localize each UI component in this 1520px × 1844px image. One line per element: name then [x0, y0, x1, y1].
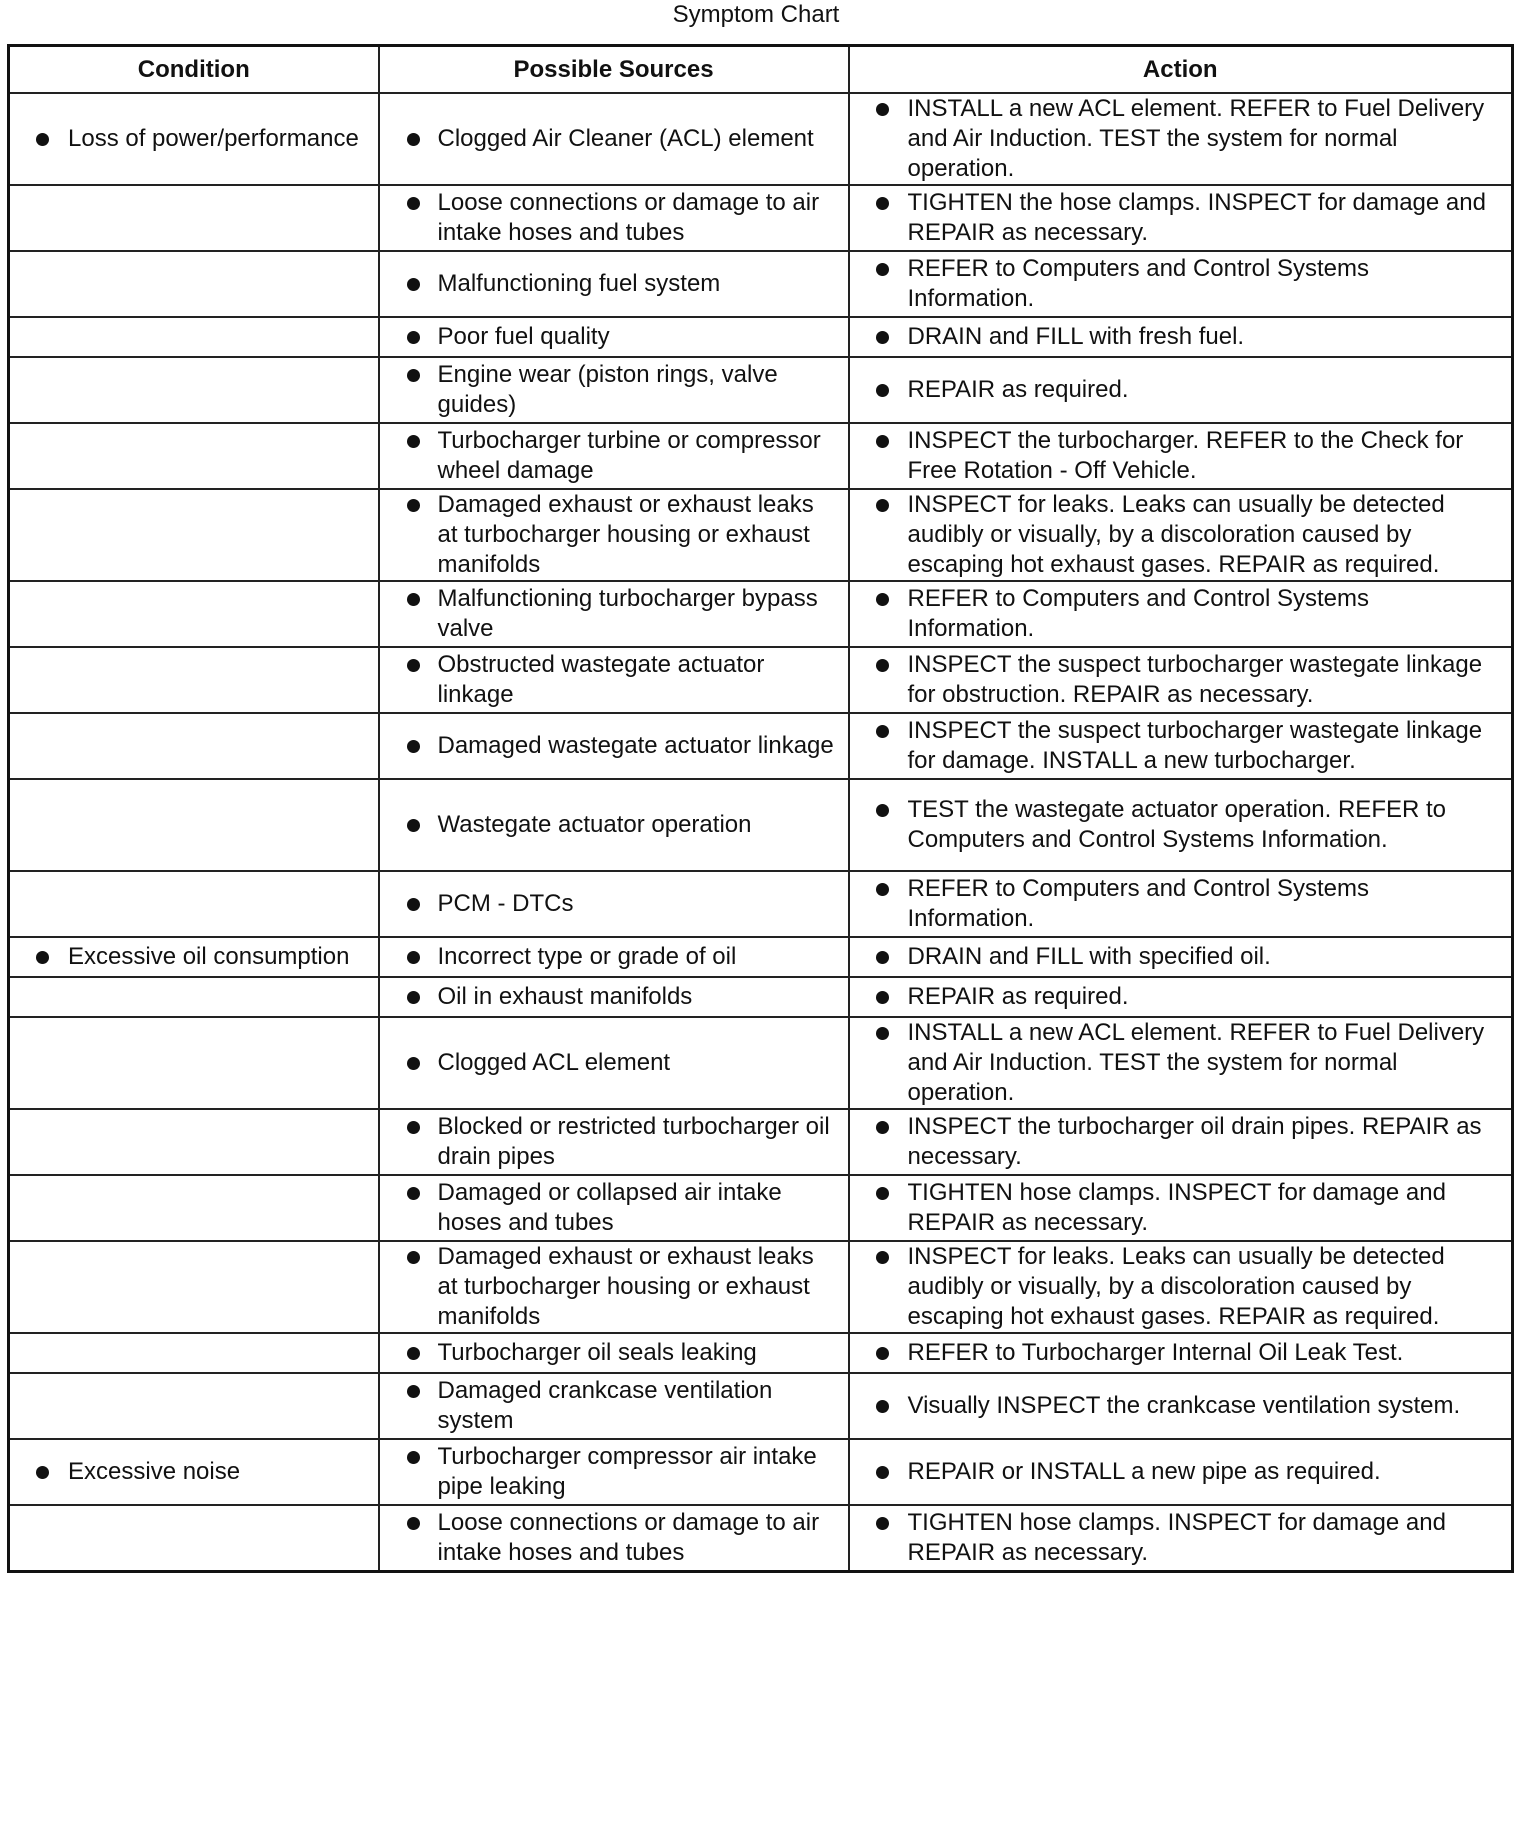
action-cell: [849, 1333, 1513, 1373]
action-cell: [849, 713, 1513, 779]
action-cell: [849, 489, 1513, 581]
table-row: [9, 1175, 1513, 1241]
table-row: [9, 185, 1513, 251]
possible-source-text: Turbocharger turbine or compressor wheel damage: [380, 426, 848, 486]
action-cell: [849, 779, 1513, 871]
action-cell: [849, 423, 1513, 489]
action-text: TIGHTEN the hose clamps. INSPECT for damage and REPAIR as necessary.: [850, 188, 1512, 248]
possible-source-cell: [379, 647, 849, 713]
action-text: INSPECT for leaks. Leaks can usually be detected audibly or visually, by a discoloration caused by escaping hot exhaust gases. REPAIR as required.: [850, 490, 1512, 580]
possible-source-cell: [379, 937, 849, 977]
possible-source-cell: [379, 977, 849, 1017]
action-cell: [849, 1017, 1513, 1109]
action-cell: [849, 1241, 1513, 1333]
possible-source-text: Malfunctioning fuel system: [380, 269, 848, 299]
condition-cell: [9, 489, 379, 581]
possible-source-text: Poor fuel quality: [380, 322, 848, 352]
action-text: INSTALL a new ACL element. REFER to Fuel Delivery and Air Induction. TEST the system for normal operation.: [850, 94, 1512, 184]
possible-source-cell: [379, 1175, 849, 1241]
action-text: REPAIR or INSTALL a new pipe as required.: [850, 1457, 1512, 1487]
table-row: [9, 1333, 1513, 1373]
possible-source-text: Malfunctioning turbocharger bypass valve: [380, 584, 848, 644]
table-row: [9, 423, 1513, 489]
possible-source-text: Damaged exhaust or exhaust leaks at turbocharger housing or exhaust manifolds: [380, 1242, 848, 1332]
table-body: [9, 93, 1513, 1571]
action-text: INSPECT the turbocharger oil drain pipes. REPAIR as necessary.: [850, 1112, 1512, 1172]
table-row: [9, 251, 1513, 317]
condition-cell: [9, 1373, 379, 1439]
action-text: TIGHTEN hose clamps. INSPECT for damage and REPAIR as necessary.: [850, 1178, 1512, 1238]
possible-source-cell: [379, 1109, 849, 1175]
possible-source-text: Damaged or collapsed air intake hoses and tubes: [380, 1178, 848, 1238]
table-row: [9, 581, 1513, 647]
header-action: Action: [849, 46, 1513, 94]
possible-source-text: Damaged crankcase ventilation system: [380, 1376, 848, 1436]
action-cell: [849, 647, 1513, 713]
condition-text: Loss of power/performance: [10, 124, 378, 154]
action-text: INSPECT the suspect turbocharger wastegate linkage for damage. INSTALL a new turbocharger.: [850, 716, 1512, 776]
condition-cell: [9, 1333, 379, 1373]
table-row: [9, 779, 1513, 871]
possible-source-text: Oil in exhaust manifolds: [380, 982, 848, 1012]
action-cell: [849, 185, 1513, 251]
action-cell: [849, 977, 1513, 1017]
possible-source-text: Clogged ACL element: [380, 1048, 848, 1078]
table-row: [9, 357, 1513, 423]
condition-cell: [9, 185, 379, 251]
possible-source-text: Blocked or restricted turbocharger oil drain pipes: [380, 1112, 848, 1172]
action-cell: [849, 1175, 1513, 1241]
possible-source-cell: [379, 185, 849, 251]
header-row: [9, 46, 1513, 94]
possible-source-text: Damaged wastegate actuator linkage: [380, 731, 848, 761]
condition-cell: [9, 317, 379, 357]
action-cell: [849, 1373, 1513, 1439]
condition-cell: [9, 357, 379, 423]
condition-cell: [9, 713, 379, 779]
action-text: REFER to Computers and Control Systems Information.: [850, 254, 1512, 314]
possible-source-cell: [379, 317, 849, 357]
possible-source-text: Loose connections or damage to air intake hoses and tubes: [380, 1508, 848, 1568]
action-text: DRAIN and FILL with fresh fuel.: [850, 322, 1512, 352]
condition-cell: [9, 1505, 379, 1571]
condition-cell: [9, 1175, 379, 1241]
action-text: DRAIN and FILL with specified oil.: [850, 942, 1512, 972]
action-text: REFER to Turbocharger Internal Oil Leak Test.: [850, 1338, 1512, 1368]
action-cell: [849, 93, 1513, 185]
table-row: [9, 1017, 1513, 1109]
possible-source-cell: [379, 713, 849, 779]
possible-source-text: Obstructed wastegate actuator linkage: [380, 650, 848, 710]
possible-source-cell: [379, 357, 849, 423]
table-row: [9, 1241, 1513, 1333]
condition-cell: [9, 1241, 379, 1333]
condition-cell: [9, 1109, 379, 1175]
action-text: Visually INSPECT the crankcase ventilation system.: [850, 1391, 1512, 1421]
action-text: REFER to Computers and Control Systems Information.: [850, 874, 1512, 934]
condition-cell: [9, 977, 379, 1017]
possible-source-cell: [379, 1017, 849, 1109]
table-row: [9, 1505, 1513, 1571]
table-row: [9, 1439, 1513, 1505]
condition-cell: [9, 251, 379, 317]
possible-source-cell: [379, 1333, 849, 1373]
possible-source-cell: [379, 251, 849, 317]
action-text: INSPECT the suspect turbocharger wastegate linkage for obstruction. REPAIR as necessary.: [850, 650, 1512, 710]
action-text: REPAIR as required.: [850, 375, 1512, 405]
condition-cell: [9, 93, 379, 185]
action-cell: [849, 1439, 1513, 1505]
condition-cell: [9, 423, 379, 489]
possible-source-cell: [379, 1439, 849, 1505]
possible-source-text: Clogged Air Cleaner (ACL) element: [380, 124, 848, 154]
possible-source-text: Wastegate actuator operation: [380, 810, 848, 840]
action-cell: [849, 251, 1513, 317]
action-cell: [849, 357, 1513, 423]
table-row: [9, 1373, 1513, 1439]
chart-title: Symptom Chart: [672, 1, 840, 28]
condition-cell: [9, 1017, 379, 1109]
possible-source-cell: [379, 93, 849, 185]
possible-source-cell: [379, 489, 849, 581]
condition-cell: [9, 581, 379, 647]
condition-text: Excessive oil consumption: [10, 942, 378, 972]
possible-source-text: Engine wear (piston rings, valve guides): [380, 360, 848, 420]
action-text: INSPECT for leaks. Leaks can usually be detected audibly or visually, by a discoloration caused by escaping hot exhaust gases. REPAIR as required.: [850, 1242, 1512, 1332]
table-row: [9, 871, 1513, 937]
table-row: [9, 489, 1513, 581]
possible-source-cell: [379, 779, 849, 871]
possible-source-text: Incorrect type or grade of oil: [380, 942, 848, 972]
table-row: [9, 647, 1513, 713]
condition-cell: [9, 779, 379, 871]
condition-cell: [9, 871, 379, 937]
action-text: INSTALL a new ACL element. REFER to Fuel Delivery and Air Induction. TEST the system for normal operation.: [850, 1018, 1512, 1108]
action-text: INSPECT the turbocharger. REFER to the Check for Free Rotation - Off Vehicle.: [850, 426, 1512, 486]
table-row: [9, 977, 1513, 1017]
possible-source-text: Loose connections or damage to air intake hoses and tubes: [380, 188, 848, 248]
action-cell: [849, 1505, 1513, 1571]
possible-source-text: PCM - DTCs: [380, 889, 848, 919]
possible-source-cell: [379, 1241, 849, 1333]
action-cell: [849, 317, 1513, 357]
possible-source-text: Turbocharger compressor air intake pipe leaking: [380, 1442, 848, 1502]
action-text: REFER to Computers and Control Systems Information.: [850, 584, 1512, 644]
header-condition: Condition: [9, 46, 379, 94]
action-text: TIGHTEN hose clamps. INSPECT for damage and REPAIR as necessary.: [850, 1508, 1512, 1568]
condition-cell: [9, 937, 379, 977]
action-cell: [849, 937, 1513, 977]
possible-source-cell: [379, 581, 849, 647]
possible-source-cell: [379, 1505, 849, 1571]
table-row: [9, 713, 1513, 779]
possible-source-cell: [379, 1373, 849, 1439]
condition-cell: [9, 1439, 379, 1505]
possible-source-cell: [379, 871, 849, 937]
possible-source-text: Turbocharger oil seals leaking: [380, 1338, 848, 1368]
action-cell: [849, 581, 1513, 647]
table-row: [9, 1109, 1513, 1175]
header-possible-sources: Possible Sources: [379, 46, 849, 94]
symptom-table: [7, 44, 1514, 1573]
table-row: [9, 317, 1513, 357]
condition-text: Excessive noise: [10, 1457, 378, 1487]
possible-source-cell: [379, 423, 849, 489]
action-text: TEST the wastegate actuator operation. REFER to Computers and Control Systems Information.: [850, 795, 1512, 855]
condition-cell: [9, 647, 379, 713]
action-text: REPAIR as required.: [850, 982, 1512, 1012]
table-row: [9, 93, 1513, 185]
action-cell: [849, 871, 1513, 937]
action-cell: [849, 1109, 1513, 1175]
table-row: [9, 937, 1513, 977]
possible-source-text: Damaged exhaust or exhaust leaks at turbocharger housing or exhaust manifolds: [380, 490, 848, 580]
